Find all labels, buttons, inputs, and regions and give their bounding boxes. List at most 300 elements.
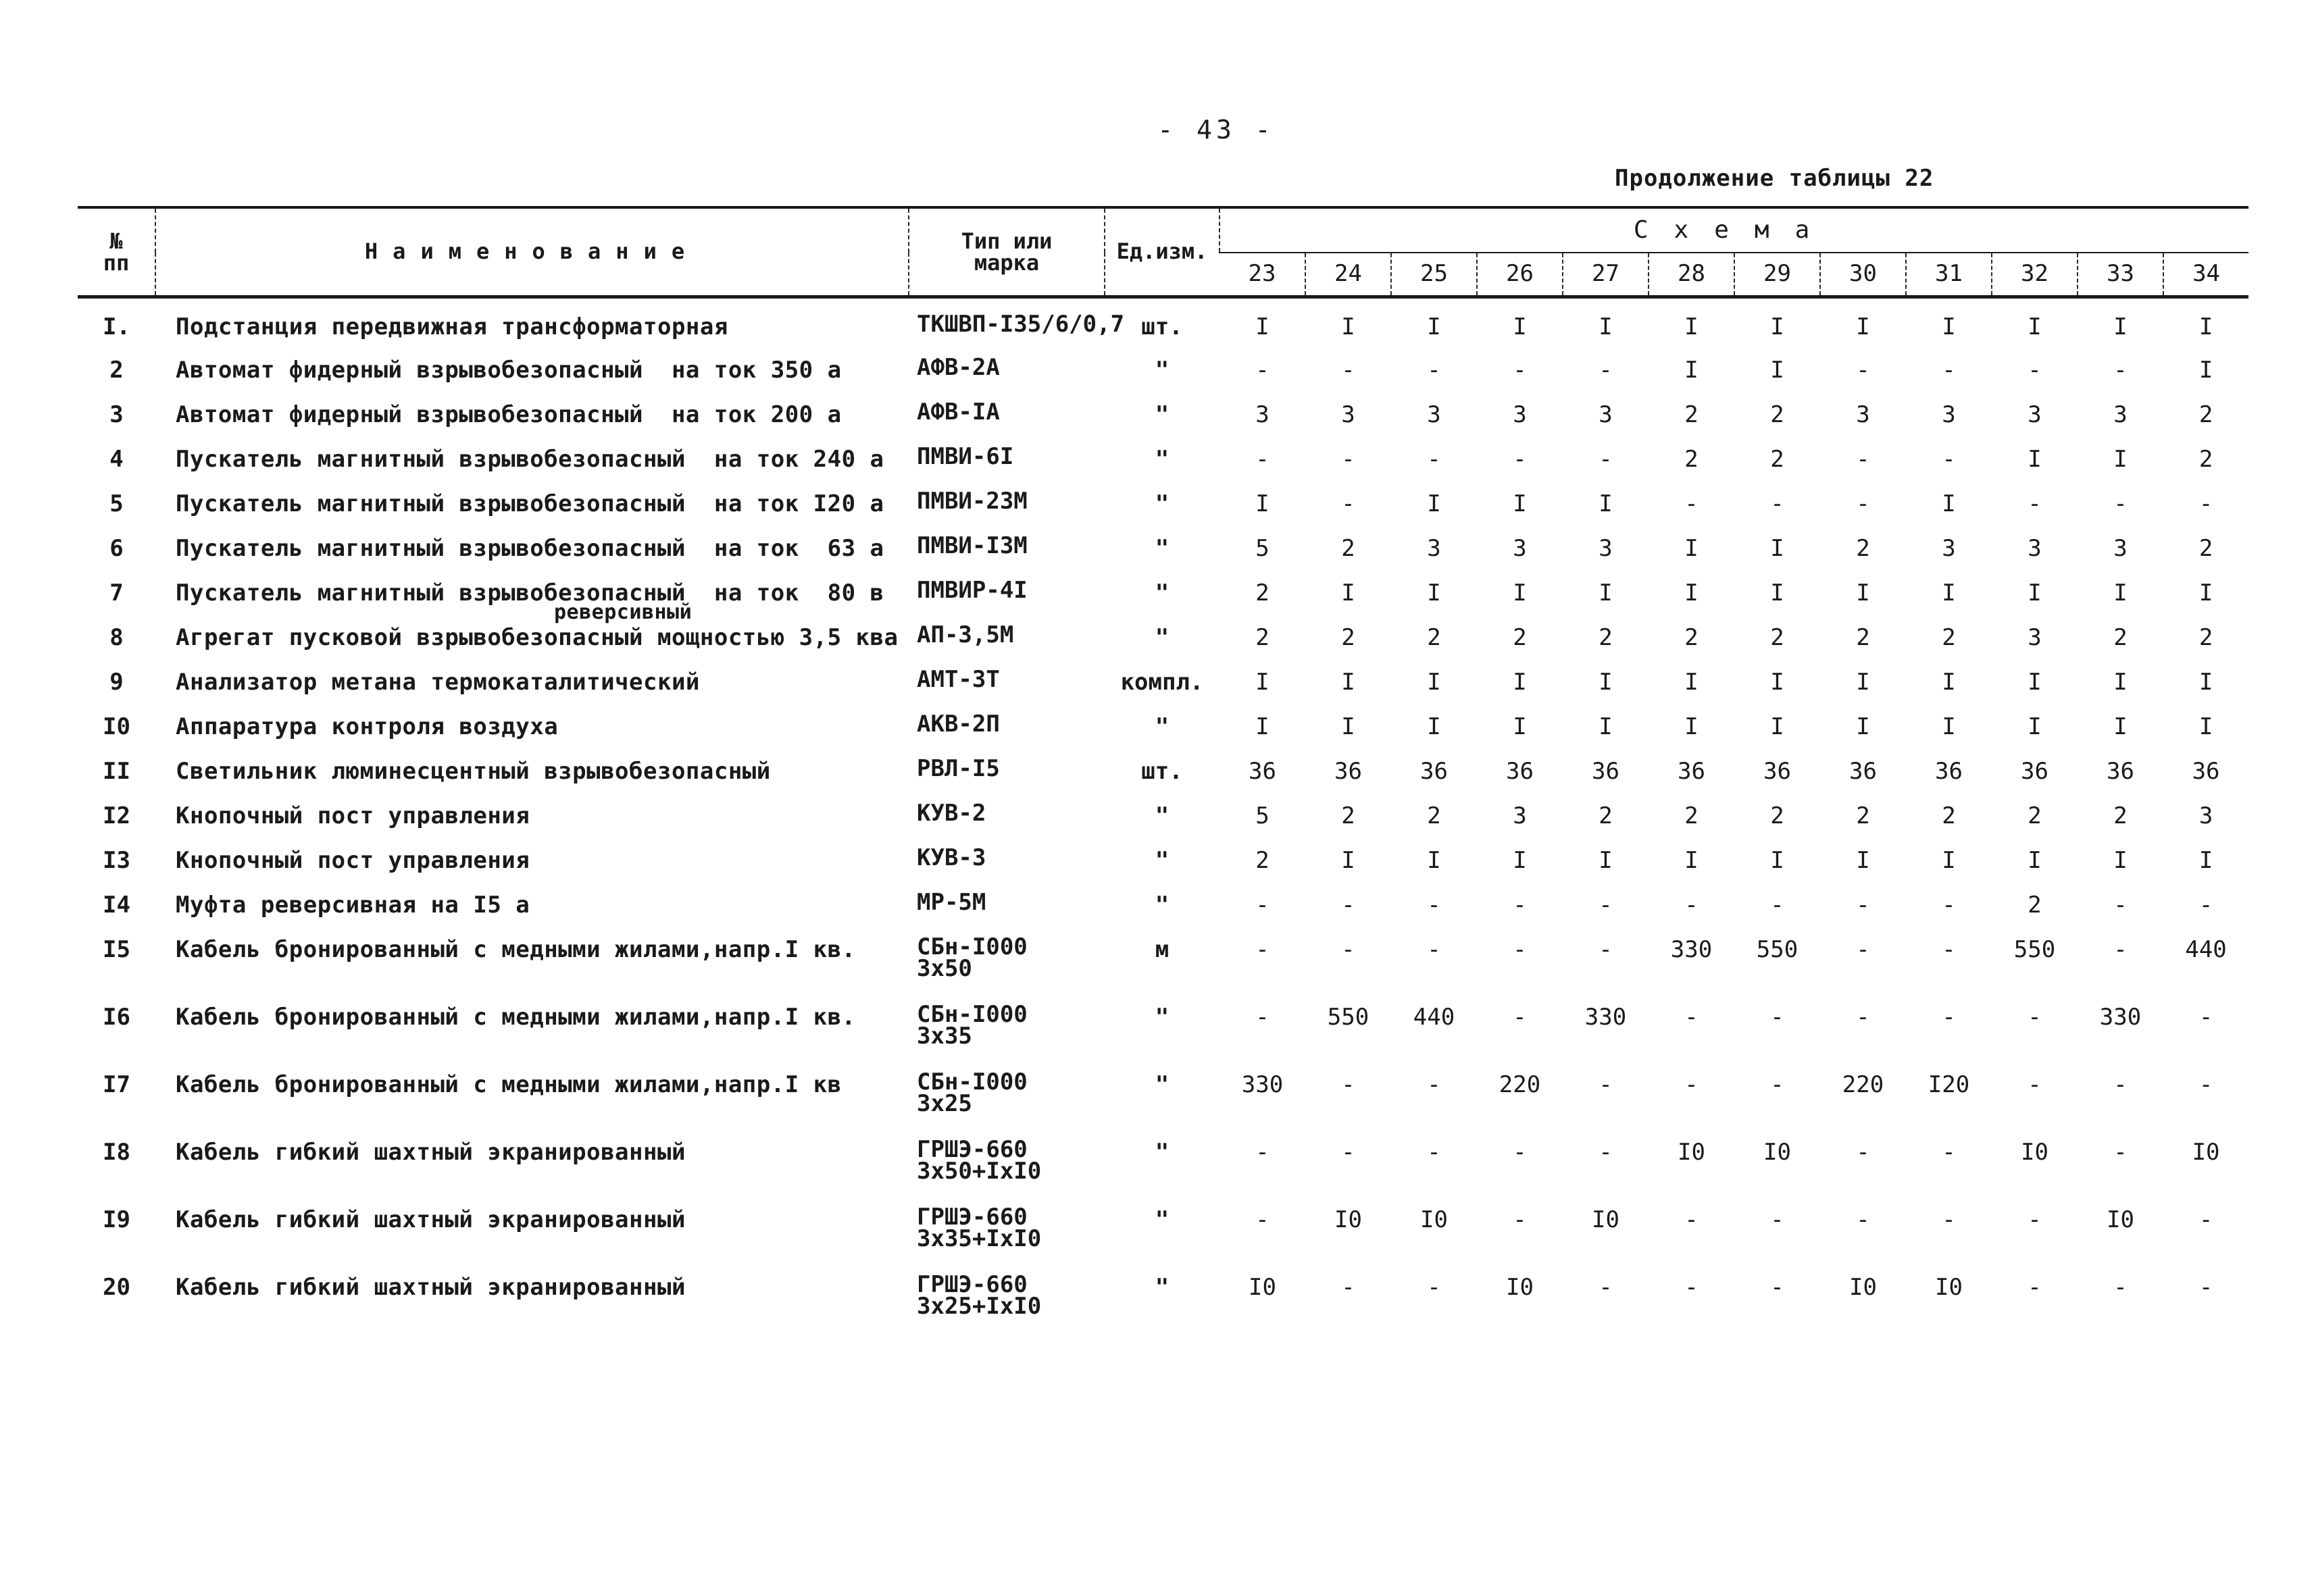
item-name: Кабель бронированный с медными жилами,напр.I кв. [176,1003,856,1031]
schema-value: 3 [2113,401,2128,428]
schema-value: - [1255,356,1269,384]
row-number: I8 [103,1138,130,1166]
schema-column-header: 26 [1477,253,1563,297]
item-type-line: ГРШЭ-660 [917,1270,1028,1298]
item-name: Пускатель магнитный взрывобезопасный на ток 63 а [176,534,884,562]
schema-value: - [1942,1138,1956,1166]
table-row [78,357,2248,401]
schema-column-header: 23 [1219,253,1305,297]
schema-value: 3 [1599,534,1613,562]
item-unit: " [1155,356,1169,384]
schema-value: I [1255,668,1269,696]
schema-value: 3 [1427,401,1441,428]
item-type [909,297,1125,357]
schema-value: - [1341,356,1355,384]
schema-value: I [2198,668,2213,696]
schema-value: - [1770,891,1784,919]
schema-value: 3 [2113,534,2128,562]
schema-value: 2 [2198,401,2213,428]
schema-value: 220 [1842,1071,1884,1098]
table-row [78,936,2248,1004]
item-type-line: ГРШЭ-660 [917,1203,1028,1231]
schema-column-header: 28 [1649,253,1734,297]
schema-value: I [2198,713,2213,740]
table-row [78,401,2248,446]
schema-value: I0 [2192,1138,2220,1166]
item-unit: " [1155,1138,1169,1166]
row-number: I7 [103,1071,130,1098]
item-type [909,1068,1105,1139]
schema-value: - [1255,891,1269,919]
schema-value: 2 [1770,802,1784,829]
schema-value: 2 [1427,623,1441,651]
row-number: 5 [109,490,124,517]
item-type-line: 3х25+IхI0 [917,1292,1042,1320]
item-type-line: ТКШВП-I35/6/0,7 [917,311,1125,338]
item-name-cell [155,1004,909,1071]
schema-value: I [1684,668,1699,696]
schema-value: - [1513,1206,1527,1233]
schema-value: I [1856,579,1870,607]
schema-value: I [1942,713,1956,740]
schema-value: - [1942,356,1956,384]
schema-column-header: 25 [1391,253,1477,297]
schema-value: - [1942,1206,1956,1233]
schema-value: I20 [1928,1071,1970,1098]
table-row [78,490,2248,535]
schema-value: 2 [2198,623,2213,651]
schema-value: I [1770,579,1784,607]
item-unit: " [1155,623,1169,651]
schema-value: 2 [1942,623,1956,651]
schema-value: 2 [1427,802,1441,829]
schema-value: - [1856,1206,1870,1233]
table-row [78,847,2248,892]
schema-value: 2 [1684,802,1699,829]
schema-value: - [2198,891,2213,919]
item-type-line: 3х35 [917,1022,972,1050]
item-name-cell [155,1139,909,1206]
schema-value: I [1684,356,1699,384]
schema-value: 2 [2028,891,2042,919]
item-type-line: ГРШЭ-660 [917,1135,1028,1163]
item-name-cell [155,847,909,892]
row-number: 3 [109,401,124,428]
item-name-cell [155,490,909,535]
schema-value: I [2028,579,2042,607]
item-type [909,1000,1105,1071]
schema-value: 36 [1420,757,1448,785]
schema-value: - [1341,1273,1355,1301]
schema-value: I [1684,713,1699,740]
schema-value: I [1513,846,1527,874]
table-row [78,446,2248,490]
row-number: I3 [103,846,130,874]
schema-value: 2 [1684,401,1699,428]
schema-value: 3 [1856,401,1870,428]
schema-value: I [2113,713,2128,740]
item-type-line: КУВ-3 [917,844,986,871]
schema-value: 330 [1241,1071,1284,1098]
page-number: - 43 - [1157,115,1275,145]
schema-value: I [1684,579,1699,607]
item-unit: " [1155,579,1169,607]
schema-value: I [1341,668,1355,696]
schema-value: I [1856,668,1870,696]
schema-value: - [2028,1206,2042,1233]
item-type [909,665,1105,713]
schema-column-header: 29 [1734,253,1820,297]
table-row [78,535,2248,580]
item-name-cell [155,936,909,1004]
item-unit: " [1155,1206,1169,1233]
item-unit: " [1155,802,1169,829]
item-type [909,844,1105,892]
schema-value: - [2113,1273,2128,1301]
schema-value: I [2113,579,2128,607]
schema-value: 36 [1763,757,1791,785]
schema-value: I [1513,668,1527,696]
schema-value: 2 [1770,401,1784,428]
schema-value: - [2198,1071,2213,1098]
schema-value: - [1770,1003,1784,1031]
schema-value: - [1427,1138,1441,1166]
item-unit: " [1155,1071,1169,1098]
schema-value: - [2113,356,2128,384]
schema-value: I0 [1334,1206,1362,1233]
schema-value: 2 [2028,802,2042,829]
schema-value: - [2113,935,2128,963]
schema-value: - [1599,935,1613,963]
schema-value: I [1255,713,1269,740]
table-row [78,713,2248,758]
item-name-cell [155,892,909,936]
schema-value: I [2198,313,2213,340]
schema-value: I [1599,713,1613,740]
schema-value: 36 [1935,757,1963,785]
schema-value: 2 [1599,623,1613,651]
schema-value: - [1255,445,1269,473]
schema-value: - [1255,1003,1269,1031]
item-type-line: 3х50+IхI0 [917,1157,1042,1185]
item-name: Кабель гибкий шахтный экранированный [176,1206,686,1233]
equipment-table [78,206,2248,1341]
table-row [78,1071,2248,1139]
table-row [78,1139,2248,1206]
schema-value: I [1341,579,1355,607]
schema-value: - [1255,1138,1269,1166]
schema-value: I0 [2107,1206,2134,1233]
schema-value: 3 [2198,802,2213,829]
item-name-cell [155,401,909,446]
item-name-cell [155,669,909,713]
row-number: 2 [109,356,124,384]
schema-value: I [1427,846,1441,874]
schema-value: I0 [1249,1273,1276,1301]
item-name: Пускатель магнитный взрывобезопасный на ток I20 а [176,490,884,517]
schema-value: - [1599,356,1613,384]
header-name: Наименование [155,207,909,297]
item-type [909,353,1105,401]
item-name: Кабель гибкий шахтный экранированный [176,1273,686,1301]
schema-value: - [1856,490,1870,517]
item-type-line: ПМВИР-4I [917,576,1028,604]
header-num: № пп [78,207,155,297]
schema-value: 36 [1506,757,1534,785]
item-name: Анализатор метана термокаталитический [176,668,700,696]
item-unit: шт. [1141,313,1183,340]
schema-value: - [1684,1003,1699,1031]
item-name-cell [155,297,909,357]
schema-value: - [2198,1273,2213,1301]
table-row [78,669,2248,713]
schema-value: 2 [1599,802,1613,829]
schema-value: - [1427,891,1441,919]
item-name: Подстанция передвижная трансформаторная [176,313,728,340]
schema-value: - [1684,1071,1699,1098]
row-number: 7 [109,579,124,607]
schema-value: 2 [2198,534,2213,562]
schema-value: 440 [1413,1003,1455,1031]
schema-value: 3 [1599,401,1613,428]
row-number: I2 [103,802,130,829]
schema-value: I [1599,668,1613,696]
schema-value: I [2198,356,2213,384]
schema-value: I [1856,313,1870,340]
schema-value: - [1513,1003,1527,1031]
item-unit: " [1155,1273,1169,1301]
schema-value: I [2028,313,2042,340]
item-name: Пускатель магнитный взрывобезопасный на ток 240 а [176,445,884,473]
row-number: I6 [103,1003,130,1031]
schema-value: - [1770,1071,1784,1098]
item-name: Светильник люминесцентный взрывобезопасный [176,757,771,785]
item-name: Кнопочный пост управления [176,846,530,874]
schema-value: - [2198,1003,2213,1031]
table-row [78,1274,2248,1341]
schema-value: - [1599,1138,1613,1166]
schema-value: 36 [1249,757,1276,785]
item-type-line: АП-3,5М [917,621,1014,648]
schema-value: - [1599,1071,1613,1098]
item-type [909,532,1105,580]
schema-value: 550 [1756,935,1799,963]
item-type-line: АМТ-3Т [917,665,1000,693]
schema-value: - [2113,1138,2128,1166]
schema-value: 36 [2192,757,2220,785]
table-row [78,624,2248,669]
table-continuation-title: Продолжение таблицы 22 [1615,165,1934,192]
schema-value: - [1856,356,1870,384]
schema-value: - [1513,445,1527,473]
schema-value: I [1684,534,1699,562]
schema-value: I [1599,579,1613,607]
schema-value: I [1770,356,1784,384]
schema-value: - [1856,445,1870,473]
item-type-line: 3х35+IхI0 [917,1225,1042,1252]
item-type-line: СБн-I000 [917,1068,1028,1096]
item-unit: " [1155,713,1169,740]
schema-column-header: 30 [1820,253,1906,297]
schema-value: 36 [1592,757,1619,785]
schema-value: I [1427,313,1441,340]
schema-value: 2 [2198,445,2213,473]
schema-value: I [1942,313,1956,340]
schema-value: - [1513,891,1527,919]
schema-value: I [1341,846,1355,874]
item-name-cell [155,802,909,847]
item-name-cell [155,1206,909,1274]
schema-value: I [1513,713,1527,740]
schema-value: I [2113,313,2128,340]
row-number: I4 [103,891,130,919]
schema-value: I [1513,313,1527,340]
item-name-cell [155,624,909,669]
schema-value: I [2198,579,2213,607]
item-type [909,621,1105,669]
table-row [78,580,2248,624]
item-name: Муфта реверсивная на I5 а [176,891,530,919]
schema-column-header: 24 [1305,253,1391,297]
schema-value: I [1513,490,1527,517]
schema-value: 330 [1670,935,1713,963]
item-type-line: СБн-I000 [917,1000,1028,1028]
item-name-cell [155,357,909,401]
schema-value: 5 [1255,802,1269,829]
schema-value: - [2028,356,2042,384]
schema-value: I [1770,713,1784,740]
schema-value: 2 [1856,534,1870,562]
schema-value: - [1341,1138,1355,1166]
schema-value: I0 [1678,1138,1705,1166]
item-name: Пускатель магнитный взрывобезопасный на ток 80 в [176,579,884,607]
schema-value: - [1856,1138,1870,1166]
schema-value: - [1770,490,1784,517]
schema-value: 220 [1499,1071,1541,1098]
schema-value: - [1427,1273,1441,1301]
schema-value: I [2113,445,2128,473]
item-name: Кнопочный пост управления [176,802,530,829]
item-name: Автомат фидерный взрывобезопасный на ток 350 а [176,356,842,384]
schema-value: 330 [2099,1003,2142,1031]
item-type-line: 3х25 [917,1089,972,1117]
schema-value: - [1770,1206,1784,1233]
item-type-line: ПМВИ-I3М [917,532,1028,559]
item-type [909,933,1105,1004]
schema-value: I [1942,579,1956,607]
schema-value: I [1856,846,1870,874]
schema-value: I [2198,846,2213,874]
schema-value: 2 [1684,623,1699,651]
item-name-cell [155,446,909,490]
item-type-line: АФВ-IА [917,398,1000,426]
item-type [909,888,1105,936]
table-row [78,1206,2248,1274]
schema-value: - [2198,490,2213,517]
row-number: 9 [109,668,124,696]
schema-value: - [2113,1071,2128,1098]
schema-value: - [1942,445,1956,473]
row-number: I. [103,313,130,340]
schema-value: I0 [1592,1206,1619,1233]
item-name: Кабель бронированный с медными жилами,напр.I кв. [176,935,856,963]
schema-column-header: 33 [2078,253,2163,297]
schema-value: I [2113,668,2128,696]
schema-value: - [1341,445,1355,473]
item-name: Кабель гибкий шахтный экранированный [176,1138,686,1166]
schema-value: - [1684,490,1699,517]
item-type-line: КУВ-2 [917,799,986,827]
schema-value: 2 [1770,445,1784,473]
schema-column-header: 31 [1906,253,1992,297]
schema-value: - [2028,490,2042,517]
row-number: 20 [103,1273,130,1301]
table-row [78,892,2248,936]
item-unit: " [1155,534,1169,562]
schema-value: - [1942,935,1956,963]
item-unit: " [1155,490,1169,517]
schema-value: I0 [1420,1206,1448,1233]
item-type-line: СБн-I000 [917,933,1028,960]
item-type [909,710,1105,758]
schema-value: 3 [1942,534,1956,562]
item-unit: шт. [1141,757,1183,785]
table-row [78,758,2248,802]
schema-value: - [1856,1003,1870,1031]
schema-value: 440 [2185,935,2227,963]
row-number: 4 [109,445,124,473]
schema-value: - [1513,1138,1527,1166]
schema-value: I [1684,846,1699,874]
schema-value: I [1341,713,1355,740]
schema-value: I [2028,846,2042,874]
item-name-cell [155,1274,909,1341]
schema-value: - [2113,490,2128,517]
schema-value: 2 [1255,846,1269,874]
schema-value: - [1427,1071,1441,1098]
schema-value: I [1255,490,1269,517]
schema-value: I [1427,490,1441,517]
schema-value: - [1599,1273,1613,1301]
schema-value: 2 [1770,623,1784,651]
schema-value: 3 [2028,534,2042,562]
schema-value: 3 [2028,401,2042,428]
schema-value: I [1770,846,1784,874]
schema-value: I [1599,313,1613,340]
schema-value: I [2028,445,2042,473]
schema-column-header: 32 [1992,253,2078,297]
schema-value: - [1513,356,1527,384]
schema-column-header: 34 [2163,253,2248,297]
schema-value: 5 [1255,534,1269,562]
schema-value: I [1942,490,1956,517]
schema-value: I [2028,668,2042,696]
schema-value: - [1513,935,1527,963]
schema-value: I0 [1849,1273,1877,1301]
schema-value: I [1942,668,1956,696]
item-name-cell [155,535,909,580]
schema-value: - [1942,1003,1956,1031]
schema-value: I [1599,490,1613,517]
schema-value: 2 [1942,802,1956,829]
item-name-cell [155,580,909,624]
item-type-line: ПМВИ-6I [917,442,1014,470]
header-schema: Схема [1219,207,2248,253]
schema-value: 2 [1341,534,1355,562]
schema-value: I [1427,668,1441,696]
schema-value: - [1599,891,1613,919]
schema-value: - [1427,445,1441,473]
